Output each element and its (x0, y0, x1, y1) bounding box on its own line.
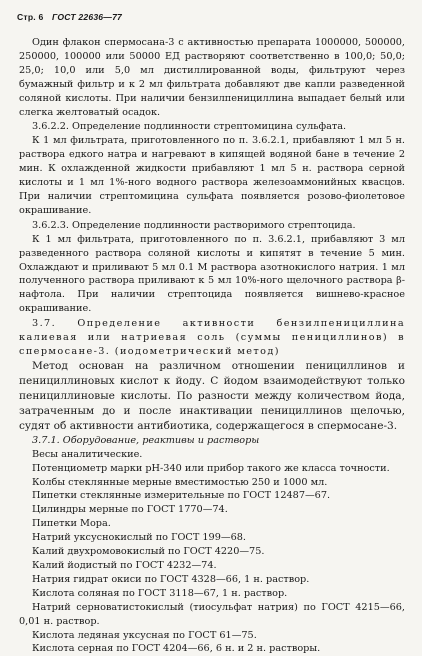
list-item: Натрия гидрат окиси по ГОСТ 4328—66, 1 н. раствор. (32, 573, 310, 585)
document-body (19, 36, 405, 656)
subsection-heading: 3.7.1. Оборудование, реактивы и растворы (32, 434, 260, 446)
list-item: Кислота соляная по ГОСТ 3118—67, 1 н. раствор. (32, 587, 288, 599)
list-item: Весы аналитические. (32, 448, 143, 460)
paragraph: К 1 мл фильтрата, приготовленного по п. 3.6.2.1, прибавляют 1 мл 5 н. раствора едкого натра и нагревают в кипящей водяной бане в течение 2 мин. К охлажденной жидкости прибавляют 1 мл 5 н. раствора серной кислоты и 1 мл 1%-ного водного раствора железоаммонийных квасцов. При наличии стрептомицина сульфата появляется розово-фиолетовое окрашивание. (19, 135, 405, 216)
list-item: Пипетки стеклянные измерительные по ГОСТ 12487—67. (32, 490, 331, 502)
list-item: Натрий уксуснокислый по ГОСТ 199—68. (32, 532, 246, 544)
section-heading: 3.7. Определение активности бензилпенициллина калиевая или натриевая соль (суммы пенициллинов) в спермосане-3. (иодометрический метод) (19, 318, 405, 357)
list-item: Калий двухромовокислый по ГОСТ 4220—75. (32, 546, 265, 558)
list-item: Натрий серноватистокислый (тиосульфат натрия) по ГОСТ 4215—66, 0,01 н. раствор. (19, 601, 405, 627)
list-item: Колбы стеклянные мерные вместимостью 250 и 1000 мл. (32, 476, 328, 488)
list-item: Калий йодистый по ГОСТ 4232—74. (32, 560, 217, 571)
paragraph: Один флакон спермосана-3 с активностью препарата 1000000, 500000, 250000, 100000 или 50000 ЕД растворяют соответственно в 100,0; 50,0; 25,0; 10,0 или 5,0 мл дистиллированной воды, фильтруют через бумажный фильтр и к 2 мл фильтрата добавляют две капли разведенной соляной кислоты. При наличии бензилпенициллина выпадает белый или слегка желтоватый осадок. (19, 37, 405, 118)
standard-number: ГОСТ 22636—77 (52, 12, 123, 22)
page-number: Стр. 6 (17, 12, 44, 22)
list-item: Кислота серная по ГОСТ 4204—66, 6 н. и 2 н. растворы. (32, 643, 321, 655)
section-heading: 3.6.2.2. Определение подлинности стрептомицина сульфата. (32, 121, 347, 133)
list-item: Кислота ледяная уксусная по ГОСТ 61—75. (32, 629, 257, 641)
list-item: Пипетки Мора. (32, 518, 111, 530)
paragraph: Метод основан на различном отношении пенициллинов и пенициллиновых кислот к йоду. С йодом взаимодействуют только пенициллиновые кислоты. По разности между количеством йода, затраченным до и после инактивации пенициллинов щелочью, судят об активности антибиотика, содержащегося в спермосане-3. (19, 359, 405, 432)
paragraph: К 1 мл фильтрата, приготовленного по п. 3.6.2.1, прибавляют 3 мл разведенного раствора соляной кислоты и кипятят в течение 5 мин. Охлаждают и приливают 5 мл 0.1 М раствора азотнокислого натрия. 1 мл полученного раствора приливают к 5 мл 10%-ного щелочного раствора β-нафтола. При наличии стрептоцида появляется вишнево-красное окрашивание. (19, 233, 405, 315)
section-heading: 3.6.2.3. Определение подлинности растворимого стрептоцида. (32, 219, 356, 231)
list-item: Цилиндры мерные по ГОСТ 1770—74. (32, 504, 228, 516)
page-header (17, 12, 128, 22)
list-item: Потенциометр марки рН-340 или прибор такого же класса точности. (32, 462, 390, 474)
